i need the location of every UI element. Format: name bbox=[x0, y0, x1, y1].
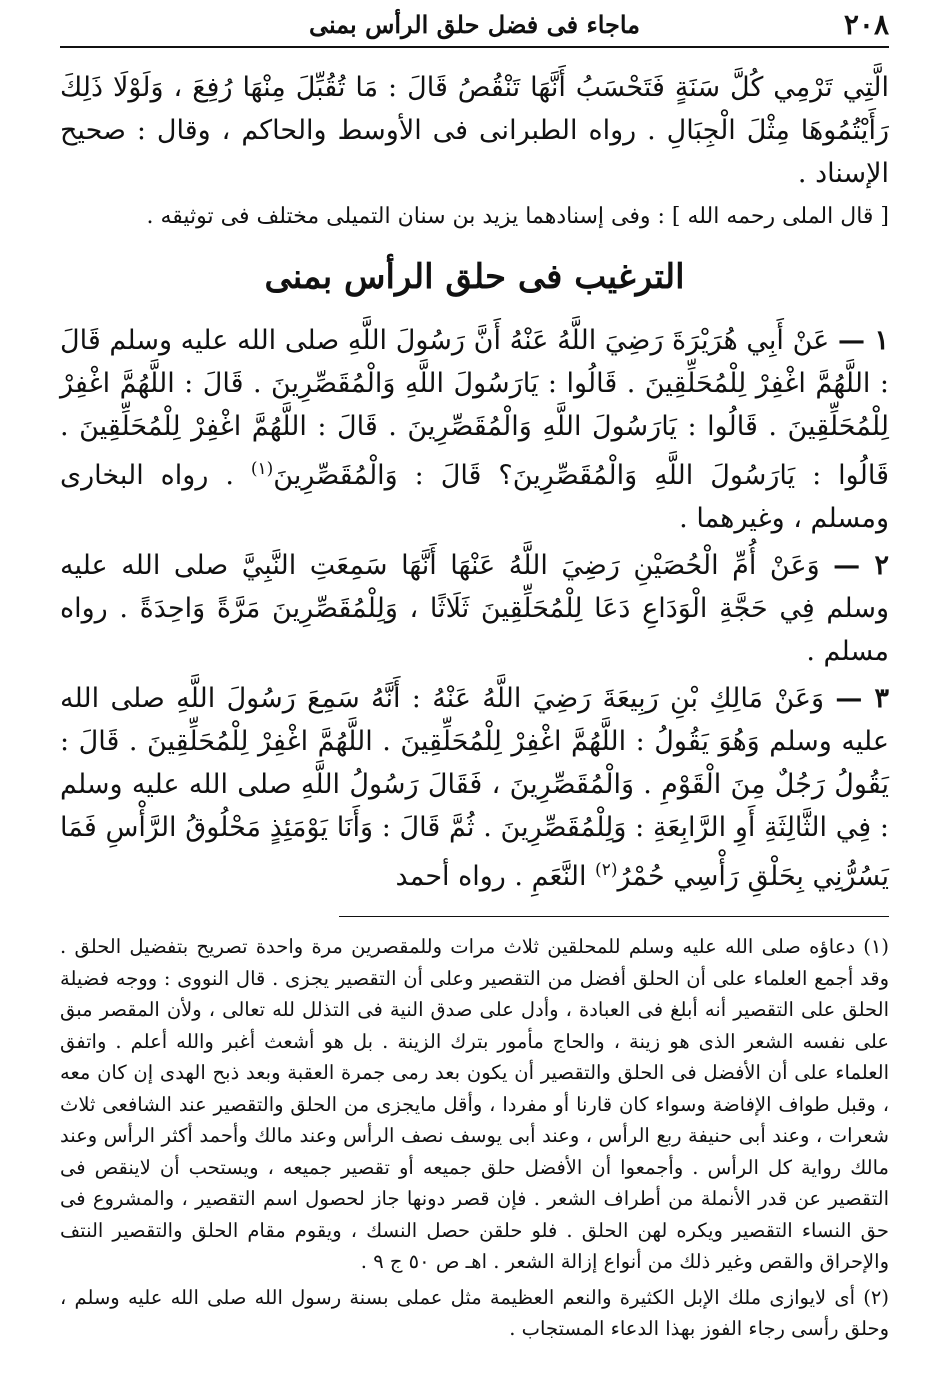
hadith-text: عَنْ أَبِي هُرَيْرَةَ رَضِيَ اللَّهُ عَنْهُ أَنَّ رَسُولَ اللَّهِ صلى الله عليه وسلم قَالَ : اللَّهُمَّ اغْفِرْ لِلْمُحَلِّقِينَ . قَالُوا : يَارَسُولَ اللَّهِ وَالْمُقَصِّرِينَ . قَالَ : اللَّهُمَّ اغْفِرْ لِلْمُحَلِّقِينَ . قَالُوا : يَارَسُولَ اللَّهِ وَالْمُقَصِّرِينَ . قَالَ : اللَّهُمَّ اغْفِرْ لِلْمُحَلِّقِينَ . قَالُوا : يَارَسُولَ اللَّهِ وَالْمُقَصِّرِينَ؟ قَالَ : وَالْمُقَصِّرِينَ bbox=[60, 325, 889, 491]
hadith-2 bbox=[60, 544, 889, 673]
footnote-marker: (١) bbox=[863, 935, 889, 958]
author-note: [ قال الملى رحمه الله ] : وفى إسنادهما يزيد بن سنان التميلى مختلف فى توثيقه . bbox=[146, 204, 889, 229]
page-number: ٢٠٨ bbox=[843, 8, 889, 41]
hadith-source: النَّعَمِ . رواه أحمد bbox=[395, 861, 587, 892]
hadith-number: ١ — bbox=[837, 325, 889, 356]
hadith-number: ٢ — bbox=[833, 550, 889, 581]
running-head: ماجاء فى فضل حلق الرأس بمنى bbox=[308, 10, 641, 39]
footnote-reference[interactable]: (٢) bbox=[595, 860, 618, 880]
hadith-source: . رواه البخارى ومسلم ، وغيرهما . bbox=[60, 460, 889, 534]
footnote-divider bbox=[339, 916, 889, 917]
footnote-2 bbox=[60, 1282, 889, 1345]
footnote-marker: (٢) bbox=[863, 1285, 889, 1309]
page-header bbox=[60, 6, 889, 48]
footnote-text: أى لايوازى ملك الإبل الكثيرة والنعم العظيمة مثل عملى بسنة رسول الله صلى الله عليه وسلم ، وحلق رأسى رجاء الفوز بهذا الدعاء المستجاب . bbox=[60, 1285, 889, 1340]
intro-paragraph: الَّتِي تَرْمِي كُلَّ سَنَةٍ فَتَحْسَبُ أَنَّهَا تَنْقُصُ قَالَ : مَا تُقُبِّلَ مِنْهَا رُفِعَ ، وَلَوْلَا ذَلِكَ رَأَيْتُمُوهَا مِثْلَ الْجِبَالِ . رواه الطبرانى فى الأوسط والحاكم ، وقال : صحيح الإسناد . bbox=[60, 72, 889, 189]
page-content bbox=[60, 66, 889, 1345]
hadith-number: ٣ — bbox=[835, 683, 889, 714]
footnote-text: دعاؤه صلى الله عليه وسلم للمحلقين ثلاث مرات وللمقصرين مرة واحدة تصريح بتفضيل الحلق . وقد أجمع العلماء على أن الحلق أفضل من التقصير وعلى أن التقصير يجزى . قال النووى : ووجه فضيلة الحلق على التقصير أنه أبلغ فى العبادة ، وأدل على صدق النية فى التذلل لله تعالى ، ولأن المقصر مبق على نفسه الشعر الذى هو زينة ، والحاج مأمور بترك الزينة . بل هو أشعث أغبر والله أعلم . واتفق العلماء على أن الأفضل فى الحلق والتقصير أن يكون بعد رمى جمرة العقبة وبعد ذبح الهدى إن كان معه ، وقبل طواف الإفاضة وسواء كان قارنا أو مفردا ، وأقل مايجزى من الحلق والتقصير عند الشافعى ثلاث شعرات ، وعند أبى حنيفة ربع الرأس ، وعند أبى يوسف نصف الرأس وعند مالك وأحمد أكثر الرأس وعند مالك رواية كل الرأس . وأجمعوا أن الأفضل حلق جميعه أو تقصير جميعه ، ويستحب أن لاينقص فى التقصير عن قدر الأنملة من أطراف الشعر . فإن قصر دونها جاز لحصول اسم التقصير ، والمشروع فى حق النساء التقصير ويكره لهن الحلق . فلو حلقن حصل النسك ، ويقوم مقام الحلق والتقصير النتف والإحراق والقص وغير ذلك من أنواع إزالة الشعر . اهـ ص ٥٠ ج ٩ . bbox=[60, 935, 889, 1273]
section-title: الترغيب فى حلق الرأس بمنى bbox=[264, 257, 685, 297]
footnote-reference[interactable]: (١) bbox=[250, 459, 274, 479]
hadith-1 bbox=[60, 319, 889, 540]
hadith-text: وَعَنْ مَالِكِ بْنِ رَبِيعَةَ رَضِيَ اللَّهُ عَنْهُ : أَنَّهُ سَمِعَ رَسُولَ اللَّهِ صلى الله عليه وسلم وَهُوَ يَقُولُ : اللَّهُمَّ اغْفِرْ لِلْمُحَلِّقِينَ . اللَّهُمَّ اغْفِرْ لِلْمُحَلِّقِينَ . قَالَ : يَقُولُ رَجُلٌ مِنَ الْقَوْمِ . وَالْمُقَصِّرِينَ ، فَقَالَ رَسُولُ اللَّهِ صلى الله عليه وسلم : فِي الثَّالِثَةِ أَوِ الرَّابِعَةِ : وَلِلْمُقَصِّرِينَ . ثُمَّ قَالَ : وَأَنَا يَوْمَئِذٍ مَحْلُوقُ الرَّأْسِ فَمَا يَسُرُّنِي بِحَلْقِ رَأْسِي حُمْرُ bbox=[60, 683, 889, 892]
hadith-3 bbox=[60, 677, 889, 898]
hadith-text: وَعَنْ أُمِّ الْحُصَيْنِ رَضِيَ اللَّهُ عَنْهَا أَنَّهَا سَمِعَتِ النَّبِيَّ صلى الله عليه وسلم فِي حَجَّةِ الْوَدَاعِ دَعَا لِلْمُحَلِّقِينَ ثَلَاثًا ، وَلِلْمُقَصِّرِينَ مَرَّةً وَاحِدَةً . رواه مسلم . bbox=[60, 550, 889, 667]
footnote-1 bbox=[60, 931, 889, 1278]
